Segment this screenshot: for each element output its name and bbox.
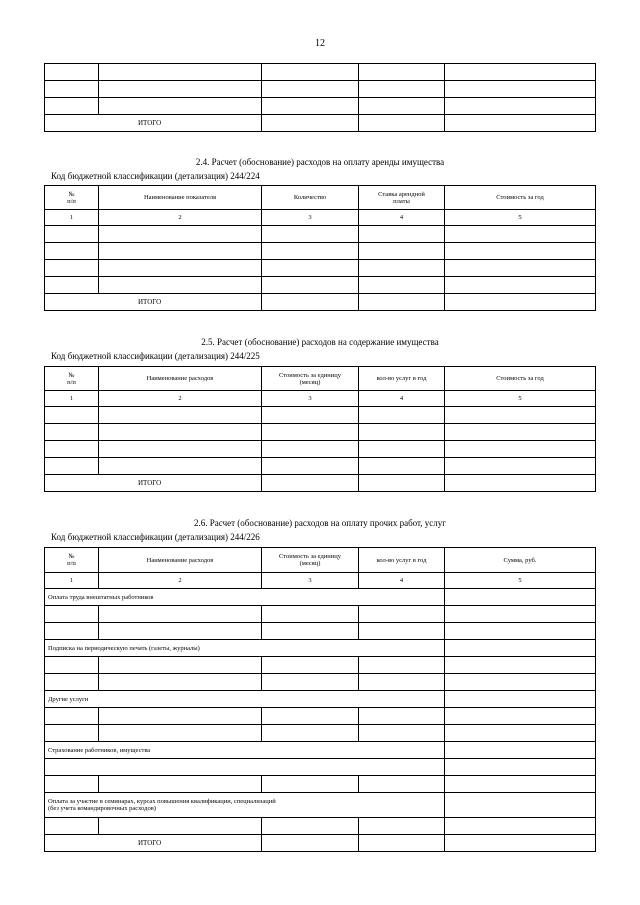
- table-row: [45, 606, 596, 623]
- header-cell: кол-во услуг в год: [359, 367, 445, 391]
- header-cell: кол-во услуг в год: [359, 548, 445, 573]
- header-cell: Стоимость за год: [445, 367, 596, 391]
- header-cell: Стоимость за год: [445, 186, 596, 210]
- group-label: Оплата за участие в семинарах, курсах повышения квалификации, специализаций (без учета командировочных расходов): [45, 793, 445, 818]
- table-row: [45, 759, 596, 776]
- group-label: Страхование работников, имущества: [45, 742, 445, 759]
- table-row: [45, 458, 596, 475]
- header-cell: Наименование расходов: [99, 367, 262, 391]
- group-row: [45, 589, 596, 606]
- column-number: 2: [99, 391, 262, 407]
- table-2-4: [44, 185, 596, 311]
- table-row: [45, 277, 596, 294]
- column-number: 3: [262, 210, 359, 226]
- table-2-5: [44, 366, 596, 492]
- total-row: [45, 835, 596, 852]
- table-row: [45, 81, 596, 98]
- table-row: [45, 708, 596, 725]
- group-row: [45, 640, 596, 657]
- header-cell: № п/п: [45, 367, 99, 391]
- table-row: [45, 725, 596, 742]
- section-title-2-4: 2.4. Расчет (обоснование) расходов на оплату аренды имущества: [195, 157, 445, 167]
- section-title-2-5: 2.5. Расчет (обоснование) расходов на содержание имущества: [201, 337, 439, 347]
- kbk-line-2-4: Код бюджетной классификации (детализация) 244/224: [51, 171, 260, 181]
- table-row: [45, 657, 596, 674]
- header-cell: № п/п: [45, 186, 99, 210]
- table-row: [45, 64, 596, 81]
- group-label: Оплата труда внештатных работников: [45, 589, 445, 606]
- column-number-row: [45, 573, 596, 589]
- header-row: [45, 367, 596, 391]
- table-2-6: [44, 547, 596, 852]
- column-number: 3: [262, 573, 359, 589]
- table-row: [45, 98, 596, 115]
- header-cell: Стоимость за единицу (месяц): [262, 367, 359, 391]
- table-row: [45, 243, 596, 260]
- section-title-2-6: 2.6. Расчет (обоснование) расходов на оплату прочих работ, услуг: [194, 518, 446, 528]
- page-number: 12: [315, 38, 325, 49]
- column-number: 5: [445, 573, 596, 589]
- header-row: [45, 186, 596, 210]
- total-row: [45, 115, 596, 132]
- group-label: Другие услуги: [45, 691, 445, 708]
- column-number-row: [45, 391, 596, 407]
- header-cell: Стоимость за единицу (месяц): [262, 548, 359, 573]
- header-row: [45, 548, 596, 573]
- total-label: ИТОГО: [45, 835, 262, 852]
- kbk-line-2-6: Код бюджетной классификации (детализация) 244/226: [51, 532, 260, 542]
- column-number: 5: [445, 391, 596, 407]
- column-number: 1: [45, 391, 99, 407]
- table-row: [45, 623, 596, 640]
- column-number: 4: [359, 391, 445, 407]
- column-number: 4: [359, 573, 445, 589]
- column-number: 1: [45, 210, 99, 226]
- column-number: 3: [262, 391, 359, 407]
- header-cell: Наименование показателя: [99, 186, 262, 210]
- group-row: [45, 793, 596, 818]
- column-number: 2: [99, 210, 262, 226]
- total-label: ИТОГО: [45, 115, 262, 132]
- column-number-row: [45, 210, 596, 226]
- table-row: [45, 226, 596, 243]
- header-cell: Ставка арендной платы: [359, 186, 445, 210]
- top-table: [44, 63, 596, 132]
- total-label: ИТОГО: [45, 475, 262, 492]
- group-row: [45, 742, 596, 759]
- column-number: 2: [99, 573, 262, 589]
- header-cell: Количество: [262, 186, 359, 210]
- header-cell: № п/п: [45, 548, 99, 573]
- table-row: [45, 441, 596, 458]
- column-number: 1: [45, 573, 99, 589]
- table-row: [45, 674, 596, 691]
- group-row: [45, 691, 596, 708]
- header-cell: Наименование расходов: [99, 548, 262, 573]
- header-cell: Сумма, руб.: [445, 548, 596, 573]
- kbk-line-2-5: Код бюджетной классификации (детализация) 244/225: [51, 351, 260, 361]
- total-row: [45, 475, 596, 492]
- table-row: [45, 424, 596, 441]
- total-row: [45, 294, 596, 311]
- column-number: 5: [445, 210, 596, 226]
- column-number: 4: [359, 210, 445, 226]
- group-label: Подписка на периодическую печать (газеты, журналы): [45, 640, 445, 657]
- table-row: [45, 407, 596, 424]
- table-row: [45, 818, 596, 835]
- total-label: ИТОГО: [45, 294, 262, 311]
- table-row: [45, 776, 596, 793]
- table-row: [45, 260, 596, 277]
